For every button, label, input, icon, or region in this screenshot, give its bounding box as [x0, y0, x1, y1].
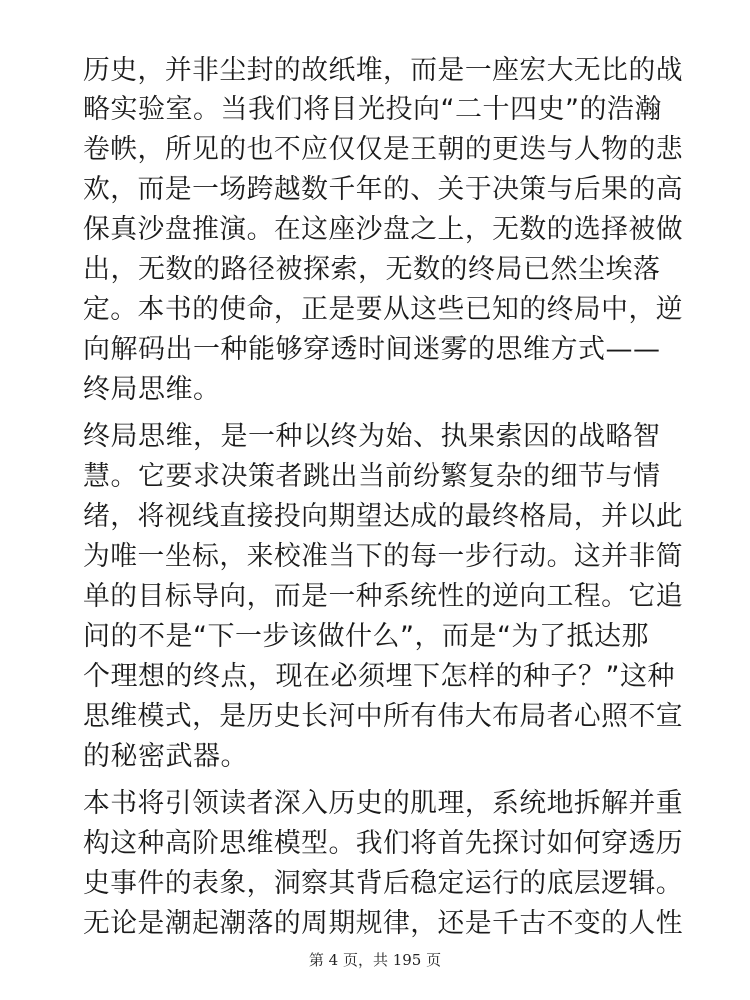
text-line: 略实验室。当我们将目光投向“二十四史”的浩瀚 [83, 94, 662, 125]
text-line: 出，无数的路径被探索，无数的终局已然尘埃落 [83, 254, 661, 285]
text-line: 无论是潮起潮落的周期规律，还是千古不变的人性 [83, 908, 683, 939]
text-line: 构这种高阶思维模型。我们将首先探讨如何穿透历 [83, 828, 683, 859]
text-line: 卷帙，所见的也不应仅仅是王朝的更迭与人物的悲 [83, 134, 683, 165]
text-line: 本书将引领读者深入历史的肌理，系统地拆解并重 [83, 788, 683, 819]
text-line: 个理想的终点，现在必须埋下怎样的种子？”这种 [83, 661, 675, 692]
text-line: 向解码出一种能够穿透时间迷雾的思维方式—— [83, 334, 661, 365]
text-line: 保真沙盘推演。在这座沙盘之上，无数的选择被做 [83, 214, 683, 245]
text-line: 慧。它要求决策者跳出当前纷繁复杂的细节与情 [83, 461, 661, 492]
text-line: 思维模式，是历史长河中所有伟大布局者心照不宣 [83, 701, 683, 732]
text-line: 终局思维。 [83, 374, 221, 405]
text-line: 终局思维，是一种以终为始、执果索因的战略智 [83, 421, 661, 452]
text-line: 史事件的表象，洞察其背后稳定运行的底层逻辑。 [83, 868, 683, 899]
text-line: 单的目标导向，而是一种系统性的逆向工程。它追 [83, 581, 683, 612]
text-line: 绪，将视线直接投向期望达成的最终格局，并以此 [83, 501, 683, 532]
page-number-footer: 第 4 页，共 195 页 [308, 951, 442, 969]
text-line: 问的不是“下一步该做什么”，而是“为了抵达那 [83, 621, 649, 652]
text-line: 欢，而是一场跨越数千年的、关于决策与后果的高 [83, 174, 683, 205]
text-line: 的秘密武器。 [83, 741, 248, 772]
text-line: 定。本书的使命，正是要从这些已知的终局中，逆 [83, 294, 683, 325]
text-line: 为唯一坐标，来校准当下的每一步行动。这并非简 [83, 541, 683, 572]
text-line: 历史，并非尘封的故纸堆，而是一座宏大无比的战 [83, 55, 683, 86]
